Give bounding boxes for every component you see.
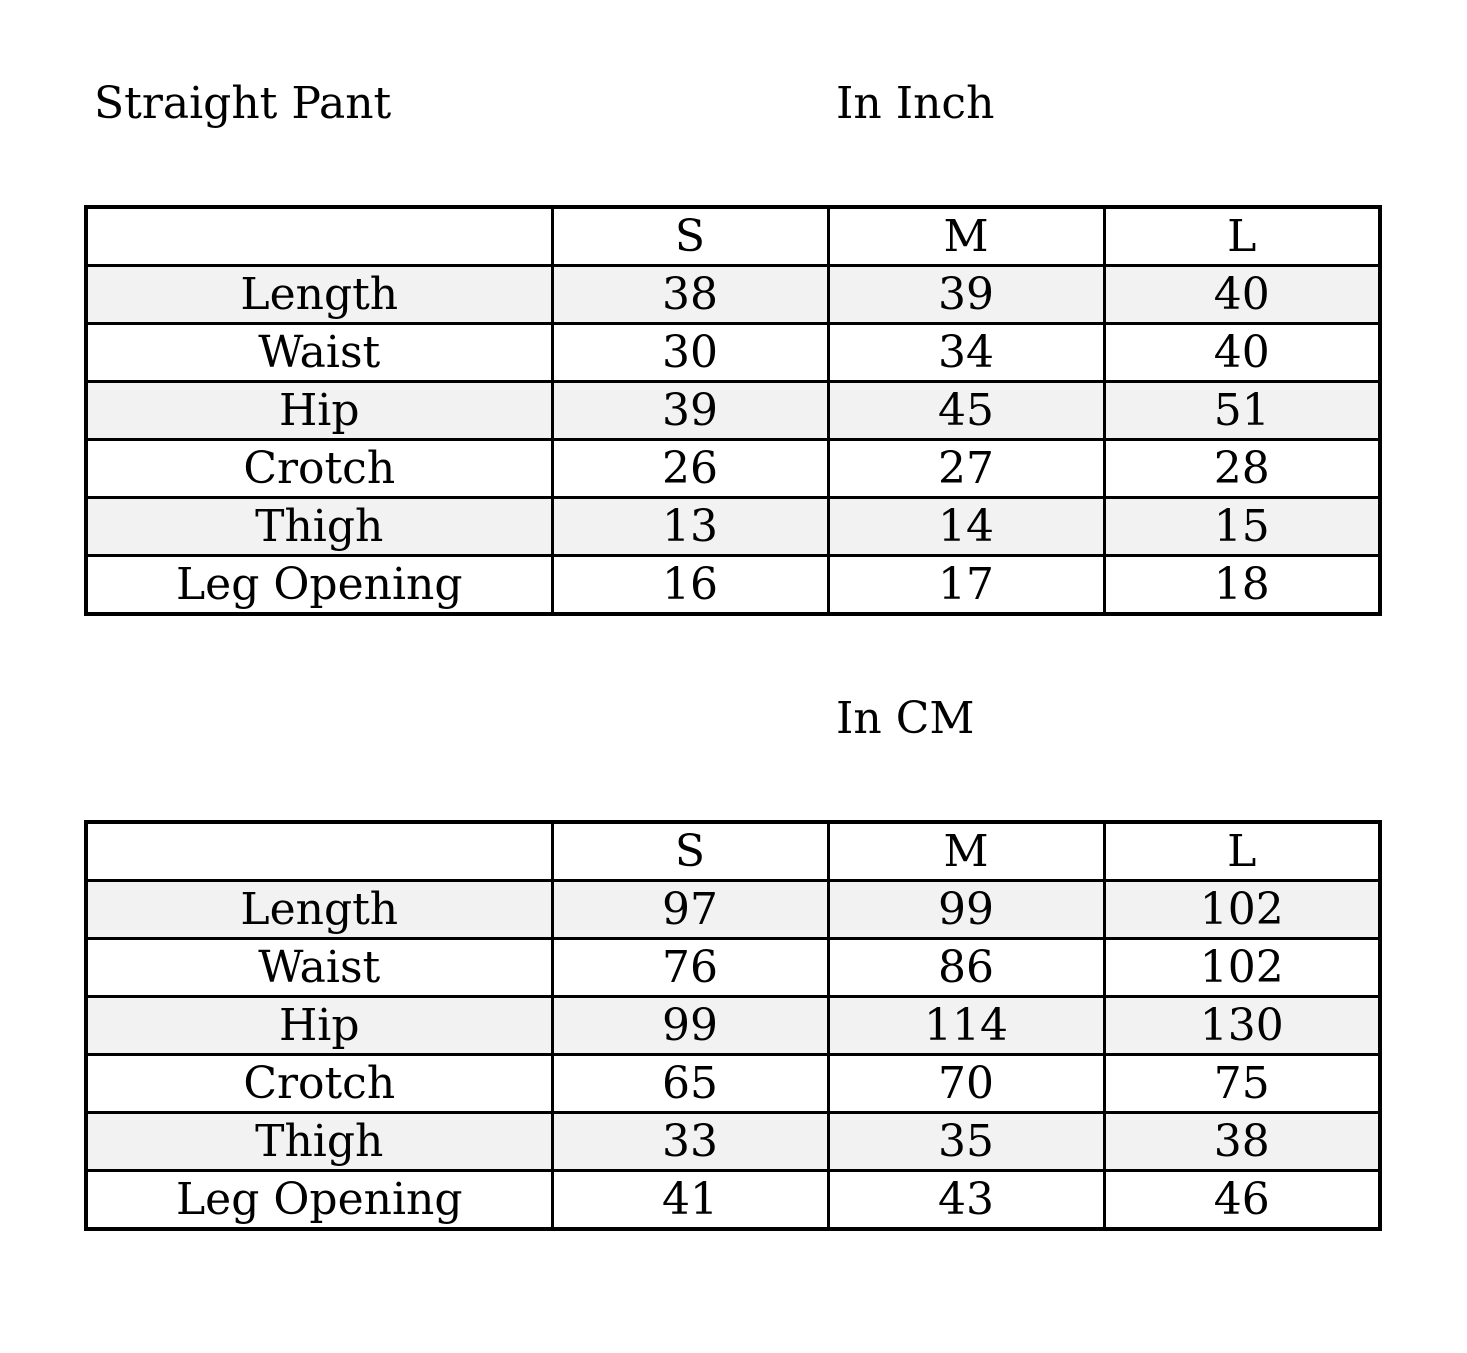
header-cell-label: [86, 207, 552, 266]
row-label: Crotch: [86, 440, 552, 498]
row-label: Hip: [86, 382, 552, 440]
value-cell: 41: [552, 1171, 828, 1230]
value-cell: 99: [552, 997, 828, 1055]
value-cell: 14: [828, 498, 1104, 556]
row-label: Waist: [86, 939, 552, 997]
table-row: [86, 324, 1380, 382]
row-label: Thigh: [86, 1113, 552, 1171]
row-label: Hip: [86, 997, 552, 1055]
value-cell: 45: [828, 382, 1104, 440]
table-header-row: [86, 822, 1380, 881]
table-row: [86, 382, 1380, 440]
row-label: Waist: [86, 324, 552, 382]
table-row: [86, 498, 1380, 556]
value-cell: 28: [1104, 440, 1380, 498]
value-cell: 40: [1104, 266, 1380, 324]
value-cell: 33: [552, 1113, 828, 1171]
value-cell: 18: [1104, 556, 1380, 615]
value-cell: 16: [552, 556, 828, 615]
header-cell-l: L: [1104, 207, 1380, 266]
value-cell: 38: [1104, 1113, 1380, 1171]
value-cell: 39: [552, 382, 828, 440]
table-row: [86, 1171, 1380, 1230]
header-cell-l: L: [1104, 822, 1380, 881]
value-cell: 76: [552, 939, 828, 997]
row-label: Thigh: [86, 498, 552, 556]
inch-size-table: [84, 205, 1382, 616]
value-cell: 34: [828, 324, 1104, 382]
document-title: Straight Pant: [94, 78, 392, 129]
table-row: [86, 556, 1380, 615]
table-row: [86, 881, 1380, 939]
cm-section-heading: In CM: [836, 693, 975, 744]
value-cell: 102: [1104, 939, 1380, 997]
value-cell: 15: [1104, 498, 1380, 556]
table-row: [86, 1055, 1380, 1113]
value-cell: 13: [552, 498, 828, 556]
value-cell: 39: [828, 266, 1104, 324]
row-label: Leg Opening: [86, 556, 552, 615]
table-row: [86, 939, 1380, 997]
table-header-row: [86, 207, 1380, 266]
value-cell: 102: [1104, 881, 1380, 939]
value-cell: 26: [552, 440, 828, 498]
inch-section-heading: In Inch: [836, 78, 995, 129]
header-cell-m: M: [828, 207, 1104, 266]
value-cell: 114: [828, 997, 1104, 1055]
value-cell: 46: [1104, 1171, 1380, 1230]
table-row: [86, 997, 1380, 1055]
value-cell: 75: [1104, 1055, 1380, 1113]
value-cell: 17: [828, 556, 1104, 615]
value-cell: 97: [552, 881, 828, 939]
row-label: Length: [86, 881, 552, 939]
table-row: [86, 440, 1380, 498]
row-label: Leg Opening: [86, 1171, 552, 1230]
header-cell-label: [86, 822, 552, 881]
value-cell: 35: [828, 1113, 1104, 1171]
row-label: Length: [86, 266, 552, 324]
value-cell: 99: [828, 881, 1104, 939]
table-row: [86, 1113, 1380, 1171]
table-row: [86, 266, 1380, 324]
header-cell-s: S: [552, 207, 828, 266]
value-cell: 130: [1104, 997, 1380, 1055]
value-cell: 27: [828, 440, 1104, 498]
value-cell: 38: [552, 266, 828, 324]
value-cell: 40: [1104, 324, 1380, 382]
cm-size-table: [84, 820, 1382, 1231]
value-cell: 43: [828, 1171, 1104, 1230]
value-cell: 65: [552, 1055, 828, 1113]
header-cell-s: S: [552, 822, 828, 881]
value-cell: 51: [1104, 382, 1380, 440]
header-cell-m: M: [828, 822, 1104, 881]
row-label: Crotch: [86, 1055, 552, 1113]
value-cell: 30: [552, 324, 828, 382]
value-cell: 86: [828, 939, 1104, 997]
value-cell: 70: [828, 1055, 1104, 1113]
